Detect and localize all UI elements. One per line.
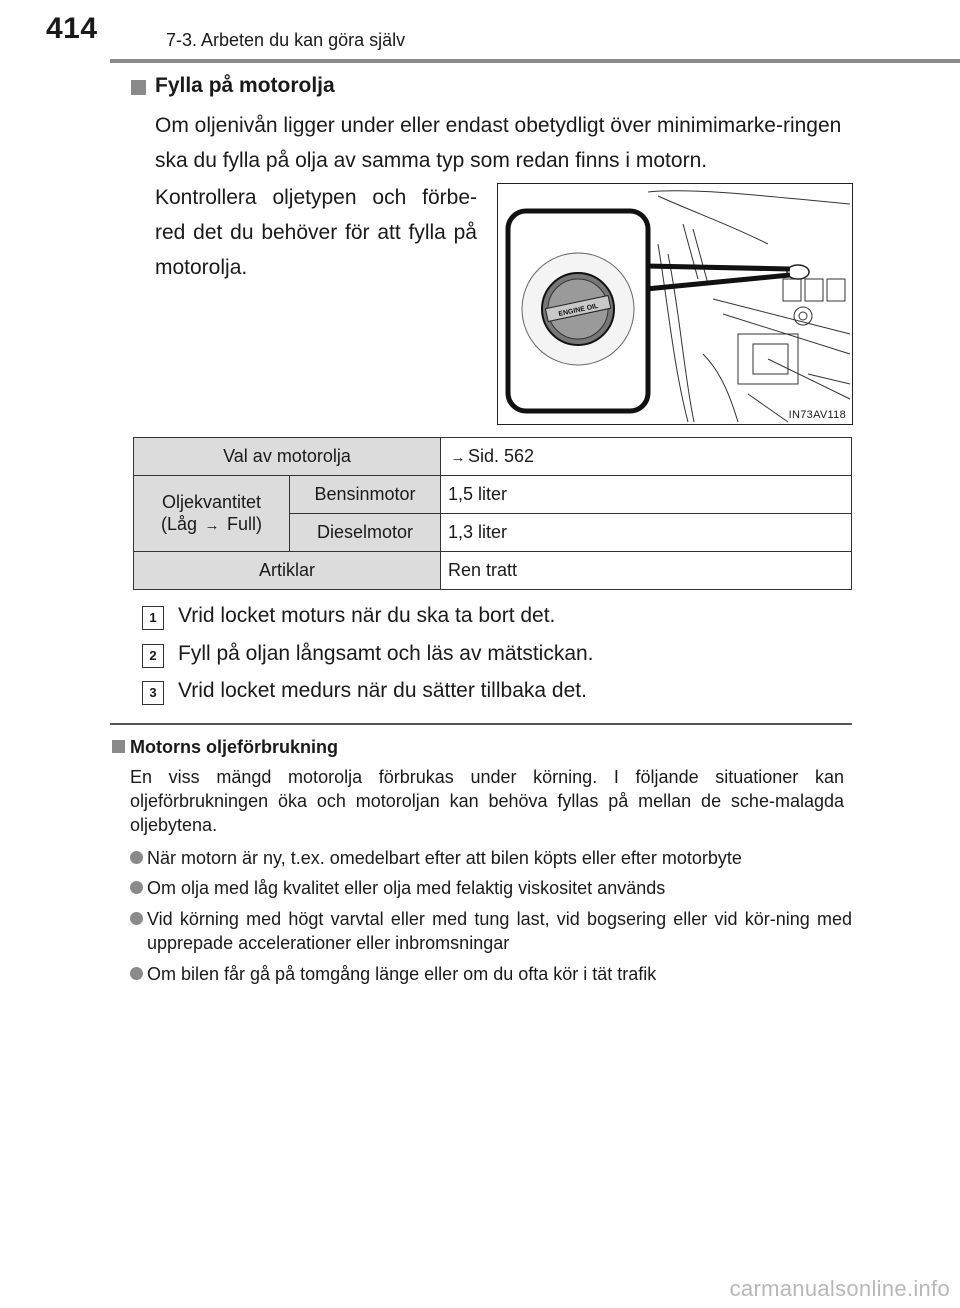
- table-cell: [441, 438, 852, 476]
- table-row: [134, 476, 852, 514]
- table-row: [134, 552, 852, 590]
- circle-bullet-icon: [130, 851, 143, 864]
- section-paragraph: Om oljenivån ligger under eller endast obetydligt över minimimarke-ringen ska du fylla på olja av samma typ som redan finns i motorn.: [155, 114, 842, 172]
- section-paragraph-prepare: Kontrollera oljetypen och förbe-red det du behöver för att fylla på motorolja.: [155, 186, 477, 279]
- list-item: [130, 907, 852, 955]
- engine-bay-illustration: [498, 184, 852, 424]
- section-paragraph: En viss mängd motorolja förbrukas under körning. I följande situationer kan oljeförbrukningen öka och motoroljan kan behöva fyllas på mellan de sche-malagda oljebytena.: [130, 767, 844, 835]
- section-heading-oil-consumption: Motorns oljeförbrukning: [130, 737, 338, 757]
- list-item-text: När motorn är ny, t.ex. omedelbart efter att bilen köpts eller efter motorbyte: [147, 848, 742, 868]
- step-number-box: 1: [142, 606, 164, 630]
- table-cell: Ren tratt: [441, 552, 852, 590]
- quantity-range: (Låg → Full): [134, 513, 289, 537]
- page-number: 414: [46, 12, 98, 45]
- table-row: [134, 438, 852, 476]
- oil-spec-table: [133, 437, 852, 590]
- list-item-text: Vid körning med högt varvtal eller med tung last, vid bogsering eller vid kör-ning med upprepade accelerationer eller inbromsningar: [147, 909, 852, 953]
- table-cell: 1,5 liter: [441, 476, 852, 514]
- section-heading-fill-oil: Fylla på motorolja: [155, 74, 335, 97]
- section-divider: [110, 723, 852, 725]
- list-item-text: Om olja med låg kvalitet eller olja med felaktig viskositet används: [147, 878, 666, 898]
- table-header-cell: [134, 476, 290, 552]
- circle-bullet-icon: [130, 912, 143, 925]
- page-reference: Sid. 562: [468, 446, 535, 466]
- header-rule: [110, 59, 960, 63]
- step-text: Fyll på oljan långsamt och läs av mätstickan.: [178, 642, 594, 665]
- circle-bullet-icon: [130, 881, 143, 894]
- table-header-cell: Val av motorolja: [134, 438, 441, 476]
- step-number-box: 2: [142, 644, 164, 668]
- square-bullet-icon: [112, 740, 125, 753]
- chapter-title: 7-3. Arbeten du kan göra själv: [166, 30, 406, 50]
- engine-oil-cap-illustration: [497, 183, 853, 425]
- arrow-right-icon: →: [204, 516, 220, 534]
- step-text: Vrid locket moturs när du ska ta bort det.: [178, 604, 556, 627]
- table-header-cell: Artiklar: [134, 552, 441, 590]
- table-header-cell: Dieselmotor: [290, 514, 441, 552]
- circle-bullet-icon: [130, 967, 143, 980]
- list-item-text: Om bilen får gå på tomgång länge eller om du ofta kör i tät trafik: [147, 964, 657, 984]
- table-header-cell: Bensinmotor: [290, 476, 441, 514]
- watermark: carmanualsonline.info: [729, 1276, 950, 1301]
- list-item: [130, 962, 852, 986]
- step-number-box: 3: [142, 681, 164, 705]
- arrow-right-icon: →: [450, 449, 466, 466]
- list-item: [130, 846, 852, 870]
- quantity-label: Oljekvantitet: [161, 491, 262, 512]
- cap-label: ENGINE OIL: [558, 302, 600, 319]
- step-text: Vrid locket medurs när du sätter tillbaka det.: [178, 679, 587, 702]
- table-cell: 1,3 liter: [441, 514, 852, 552]
- square-bullet-icon: [131, 80, 146, 95]
- list-item: [130, 876, 852, 900]
- figure-code: IN73AV118: [788, 409, 846, 421]
